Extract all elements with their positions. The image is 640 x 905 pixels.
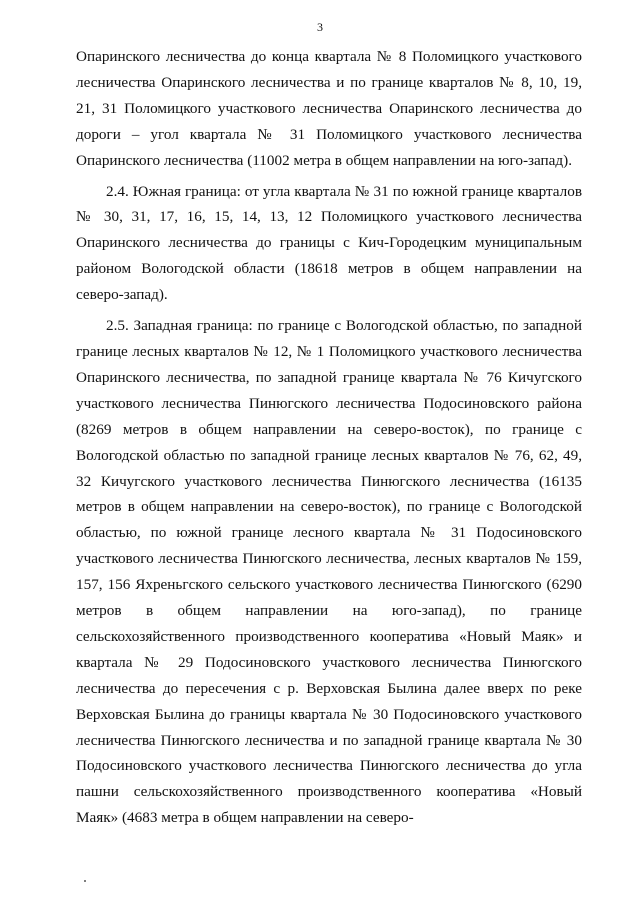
paragraph-continuation: Опаринского лесничества до конца квартала № 8 Поломицкого участкового лесничества Опаринского лесничества и по границе кварталов № 8, 10, 19, 21, 31 Поломицкого участкового лесничества Опаринского лесничества до дороги – угол квартала № 31 Поломицкого участкового лесничества Опаринского лесничества (11002 метра в общем направлении на юго-запад). bbox=[76, 48, 582, 169]
scan-speck bbox=[84, 880, 86, 882]
document-body bbox=[76, 44, 582, 831]
paragraph-western-boundary: 2.5. Западная граница: по границе с Вологодской областью, по западной границе лесных кварталов № 12, № 1 Поломицкого участкового лесничества Опаринского лесничества, по западной границе квартала № 76 Кичугского участкового лесничества Пинюгского лесничества Подосиновского района (8269 метров в общем направлении на северо-восток), по границе с Вологодской областью по западной границе лесных кварталов № 76, 62, 49, 32 Кичугского участкового лесничества Пинюгского лесничества (16135 метров в общем направлении на северо-восток), по границе с Вологодской областью, по южной границе лесного квартала № 31 Подосиновского участкового лесничества Пинюгского лесничества, лесных кварталов № 159, 157, 156 Яхреньгского сельского участкового лесничества Пинюгского (6290 метров в общем направлении на юго-запад), по границе сельскохозяйственного производственного кооператива «Новый Маяк» и квартала № 29 Подосиновского участкового лесничества Пинюгского лесничества до пересечения с р. Верховская Былина далее вверх по реке Верховская Былина до границы квартала № 30 Подосиновского участкового лесничества Пинюгского лесничества и по западной границе квартала № 30 Подосиновского участкового лесничества Пинюгского лесничества до угла пашни сельскохозяйственного производственного кооператива «Новый Маяк» (4683 метра в общем направлении на северо- bbox=[76, 317, 582, 827]
page-number: 3 bbox=[317, 20, 323, 34]
paragraph-southern-boundary: 2.4. Южная граница: от угла квартала № 31 по южной границе кварталов № 30, 31, 17, 16, 15, 14, 13, 12 Поломицкого участкового лесничества Опаринского лесничества до границы с Кич-Городецким муниципальным районом Вологодской области (18618 метров в общем направлении на северо-запад). bbox=[76, 182, 582, 304]
